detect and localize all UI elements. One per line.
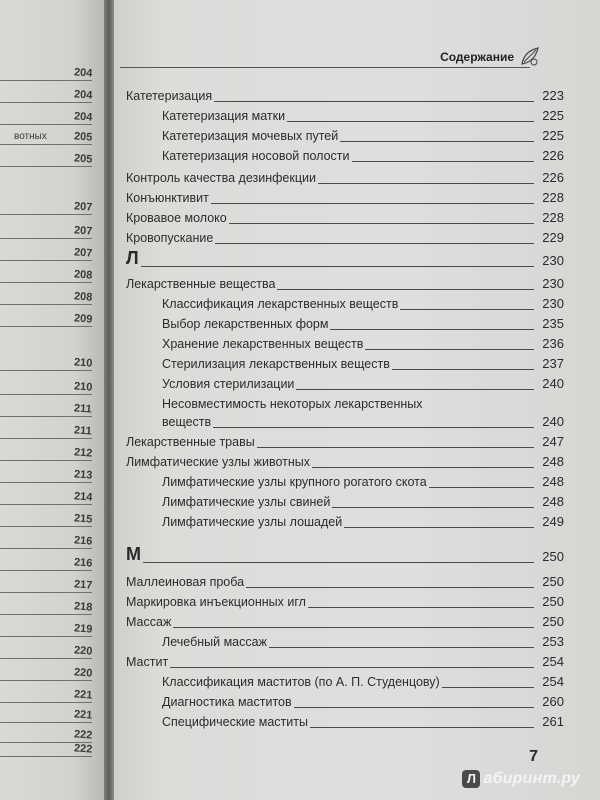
toc-page-number: 260: [542, 694, 564, 709]
toc-leader-line: [141, 266, 534, 267]
toc-leader-line: [214, 101, 534, 102]
left-page: [0, 0, 104, 800]
left-page-row: [0, 422, 92, 439]
left-page-number: 218: [73, 600, 93, 614]
toc-entry: [126, 613, 564, 631]
toc-subentry: [126, 295, 564, 313]
toc-page-number: 249: [542, 514, 564, 529]
left-page-number: 219: [73, 622, 93, 636]
toc-entry-label: Кровопускание: [126, 231, 214, 245]
left-page-number: 221: [73, 688, 93, 702]
toc-subentry: [126, 375, 564, 393]
leaf-ornament-icon: [518, 44, 542, 68]
toc-entry-label: Контроль качества дезинфекции: [126, 171, 316, 185]
left-page-number: 210: [73, 380, 93, 394]
toc-entry-label: Лимфатические узлы свиней: [162, 495, 331, 509]
toc-entry-label: Условия стерилизации: [162, 377, 295, 391]
toc-entry-label: Хранение лекарственных веществ: [162, 337, 364, 351]
left-page-number: 212: [73, 446, 93, 460]
toc-page-number: 248: [542, 474, 564, 489]
toc-page-number: 254: [542, 674, 564, 689]
watermark: [462, 770, 580, 788]
toc-leader-line: [277, 289, 534, 290]
toc-subentry: [126, 147, 564, 165]
toc-entry: [126, 169, 564, 187]
left-page-number: 204: [73, 88, 93, 102]
toc-subentry: [126, 493, 564, 511]
toc-entry-label: Катетеризация носовой полости: [162, 149, 350, 163]
left-page-number: 205: [73, 130, 93, 144]
toc-entry-label: веществ: [162, 415, 212, 429]
toc-subentry: [126, 693, 564, 711]
left-page-number: 220: [73, 666, 93, 680]
left-page-number: 216: [73, 534, 93, 548]
toc-entry: [126, 275, 564, 293]
left-page-number: 207: [73, 200, 93, 214]
toc-entry-label: Лекарственные вещества: [126, 277, 276, 291]
left-page-row: [0, 150, 92, 167]
toc-subentry: [126, 395, 564, 413]
toc-leader-line: [318, 183, 534, 184]
toc-subentry: [126, 335, 564, 353]
toc-page-number: 230: [542, 253, 564, 268]
left-page-row: [0, 266, 92, 283]
left-page-number: 211: [73, 402, 93, 416]
toc-subentry: [126, 315, 564, 333]
left-page-row: [0, 620, 92, 637]
toc-page-number: 248: [542, 454, 564, 469]
toc-page-number: 230: [542, 296, 564, 311]
toc-entry: [126, 453, 564, 471]
left-page-row: [0, 642, 92, 659]
left-page-number: 210: [73, 356, 93, 370]
left-page-number: 209: [73, 312, 93, 326]
toc-entry-label: Мастит: [126, 655, 169, 669]
section-header: Содержание: [440, 50, 514, 64]
left-page-text: вотных: [14, 131, 47, 142]
toc-leader-line: [215, 243, 534, 244]
left-page-row: [0, 244, 92, 261]
toc-page-number: 229: [542, 230, 564, 245]
toc-section-letter: М: [126, 544, 141, 564]
toc-entry-label: Выбор лекарственных форм: [162, 317, 329, 331]
toc-entry-label: Кровавое молоко: [126, 211, 227, 225]
toc-leader-line: [246, 587, 534, 588]
toc-page-number: 236: [542, 336, 564, 351]
toc-leader-line: [308, 607, 534, 608]
toc-page-number: 240: [542, 376, 564, 391]
toc-entry: [126, 573, 564, 591]
left-page-number: 222: [73, 728, 93, 742]
toc-page-number: 228: [542, 210, 564, 225]
watermark-logo-icon: Л: [462, 770, 480, 788]
toc-entry: [126, 209, 564, 227]
header-rule: [120, 67, 530, 68]
left-page-row: [0, 598, 92, 615]
toc-entry: [126, 189, 564, 207]
toc-leader-line: [312, 467, 534, 468]
left-page-number: 214: [73, 490, 93, 504]
toc-leader-line: [211, 203, 534, 204]
left-page-row: [0, 198, 92, 215]
left-page-number: 220: [73, 644, 93, 658]
left-page-row: [0, 532, 92, 549]
toc-entry-label: Лимфатические узлы лошадей: [162, 515, 343, 529]
left-page-number: 208: [73, 268, 93, 282]
left-page-row: [0, 400, 92, 417]
left-page-row: [0, 488, 92, 505]
toc-entry-label: Несовместимость некоторых лекарственных: [162, 397, 423, 411]
toc-page-number: 226: [542, 170, 564, 185]
toc-page-number: 235: [542, 316, 564, 331]
toc-leader-line: [287, 121, 534, 122]
toc-entry-label: Специфические маститы: [162, 715, 308, 729]
toc-page-number: 253: [542, 634, 564, 649]
toc-leader-line: [344, 527, 534, 528]
watermark-text: абиринт.ру: [483, 770, 580, 787]
left-page-number: 207: [73, 224, 93, 238]
toc-page-number: 228: [542, 190, 564, 205]
left-page-row: [0, 354, 92, 371]
left-page-row: [0, 576, 92, 593]
left-page-number: 207: [73, 246, 93, 260]
left-page-number: 204: [73, 66, 93, 80]
toc-page-number: 225: [542, 108, 564, 123]
toc-leader-line: [143, 562, 534, 563]
left-page-row: [0, 128, 92, 145]
left-page-row: [0, 554, 92, 571]
toc-entry-label: Катетеризация мочевых путей: [162, 129, 339, 143]
page-number: 7: [529, 748, 538, 765]
toc-leader-line: [173, 627, 534, 628]
left-page-row: [0, 466, 92, 483]
left-page-row: [0, 86, 92, 103]
toc-subentry: [126, 713, 564, 731]
toc-subentry: [126, 673, 564, 691]
toc-entry-label: Лимфатические узлы животных: [126, 455, 311, 469]
toc-leader-line: [400, 309, 534, 310]
toc-subentry: [126, 473, 564, 491]
left-page-row: [0, 686, 92, 703]
toc-leader-line: [352, 161, 534, 162]
toc-leader-line: [442, 687, 534, 688]
left-page-row: [0, 706, 92, 723]
left-page-row: [0, 664, 92, 681]
toc-entry-label: Катетеризация: [126, 89, 213, 103]
left-page-number: 222: [73, 742, 93, 756]
toc-entry-label: Стерилизация лекарственных веществ: [162, 357, 390, 371]
toc-leader-line: [392, 369, 534, 370]
toc-page-number: 250: [542, 549, 564, 564]
toc-page-number: 250: [542, 594, 564, 609]
left-page-row: [0, 310, 92, 327]
toc-entry: [126, 433, 564, 451]
toc-subentry: [126, 127, 564, 145]
toc-section-letter: Л: [126, 248, 139, 268]
left-page-number: 216: [73, 556, 93, 570]
page-gutter: [104, 0, 114, 800]
toc-page-number: 254: [542, 654, 564, 669]
toc-entry-label: Конъюнктивит: [126, 191, 209, 205]
toc-entry-label: Катетеризация матки: [162, 109, 286, 123]
toc-leader-line: [257, 447, 534, 448]
left-page-number: 204: [73, 110, 93, 124]
toc-section-letter-row: [126, 544, 564, 566]
left-page-row: [0, 444, 92, 461]
toc-entry-label: Лекарственные травы: [126, 435, 255, 449]
right-page: [114, 0, 600, 800]
toc-entry-label: Массаж: [126, 615, 172, 629]
left-page-number: 205: [73, 152, 93, 166]
left-page-rows: [0, 0, 104, 800]
toc-leader-line: [365, 349, 534, 350]
toc-entry: [126, 593, 564, 611]
toc-page-number: 247: [542, 434, 564, 449]
toc-entry-label: Лимфатические узлы крупного рогатого скота: [162, 475, 427, 489]
toc-leader-line: [330, 329, 534, 330]
toc-page-number: 240: [542, 414, 564, 429]
toc-entry-label: Классификация маститов (по А. П. Студенцову): [162, 675, 440, 689]
toc-leader-line: [296, 389, 534, 390]
toc-entry: [126, 87, 564, 105]
left-page-number: 208: [73, 290, 93, 304]
toc-entry: [126, 229, 564, 247]
toc-page-number: 237: [542, 356, 564, 371]
toc-leader-line: [340, 141, 534, 142]
toc-entry-label: Диагностика маститов: [162, 695, 292, 709]
toc-page-number: 261: [542, 714, 564, 729]
toc-page-number: 250: [542, 574, 564, 589]
left-page-number: 217: [73, 578, 93, 592]
left-page-number: 213: [73, 468, 93, 482]
toc-leader-line: [170, 667, 534, 668]
toc-page-number: 225: [542, 128, 564, 143]
toc-leader-line: [332, 507, 534, 508]
toc-leader-line: [310, 727, 534, 728]
left-page-row: [0, 288, 92, 305]
toc-leader-line: [213, 427, 534, 428]
toc-leader-line: [229, 223, 534, 224]
toc-page-number: 230: [542, 276, 564, 291]
left-page-row: [0, 740, 92, 757]
left-page-row: [0, 64, 92, 81]
toc-entry-label: Маркировка инъекционных игл: [126, 595, 306, 609]
left-page-number: 215: [73, 512, 93, 526]
toc-subentry: [126, 513, 564, 531]
toc-leader-line: [294, 707, 534, 708]
toc-page-number: 226: [542, 148, 564, 163]
toc-entry: [126, 653, 564, 671]
toc-leader-line: [269, 647, 534, 648]
toc-page-number: 248: [542, 494, 564, 509]
toc-entry-label: Маллеиновая проба: [126, 575, 245, 589]
toc-page-number: 250: [542, 614, 564, 629]
toc-page-number: 223: [542, 88, 564, 103]
toc-subentry: [126, 633, 564, 651]
left-page-row: [0, 222, 92, 239]
left-page-row: [0, 510, 92, 527]
toc-subentry: [126, 355, 564, 373]
toc-entry-label: Классификация лекарственных веществ: [162, 297, 399, 311]
toc-section-letter-row: [126, 248, 564, 270]
left-page-number: 211: [73, 424, 93, 438]
toc-entry-label: Лечебный массаж: [162, 635, 267, 649]
toc-subentry: [126, 413, 564, 431]
left-page-row: [0, 378, 92, 395]
left-page-number: 221: [73, 708, 93, 722]
toc-leader-line: [429, 487, 534, 488]
toc-subentry: [126, 107, 564, 125]
